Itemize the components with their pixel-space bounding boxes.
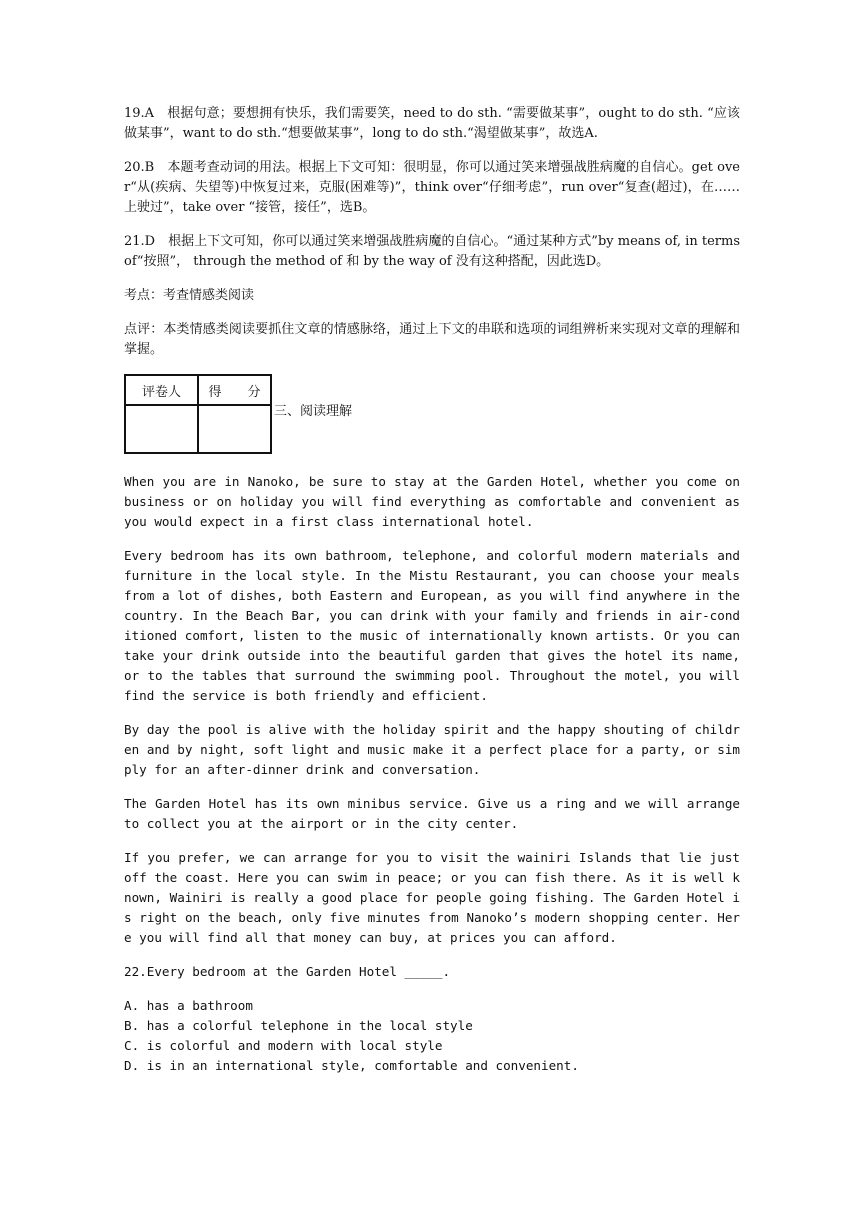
document-page <box>124 104 740 1076</box>
score-cell <box>198 405 271 453</box>
reviewer-header: 评卷人 <box>125 375 198 405</box>
passage-paragraph-2: Every bedroom has its own bathroom, telephone, and colorful modern materials and furniture in the local style. In the Mistu Restaurant, you can choose your meals from a lot of dishes, both Eastern and European, as you will find anywhere in the country. In the Beach Bar, you can drink with your family and friends in air-conditioned comfort, listen to the music of internationally known artists. Or you can take your drink outside into the beautiful garden that gives the hotel its name, or to the tables that surround the swimming pool. Throughout the motel, you will find the service is both friendly and efficient. <box>124 548 740 703</box>
passage-paragraph-1: When you are in Nanoko, be sure to stay at the Garden Hotel, whether you come on business or on holiday you will find everything as comfortable and convenient as you would expect in a first class international hotel. <box>124 474 740 529</box>
option-d: D. is in an international style, comfortable and convenient. <box>124 1058 579 1073</box>
score-header: 得 分 <box>198 375 271 405</box>
options-list <box>124 996 740 1076</box>
score-table <box>124 374 272 454</box>
kaodian: 考点：考查情感类阅读 <box>124 288 255 303</box>
answer-20: 20.B 本题考查动词的用法。根据上下文可知：很明显，你可以通过笑来增强战胜病魔的自信心。get over“从(疾病、失望等)中恢复过来，克服(困难等)”，think over“仔细考虑”，run over“复查(超过)，在……上驶过”，take over “接管，接任”，选B。 <box>124 160 740 215</box>
passage-paragraph-4: The Garden Hotel has its own minibus service. Give us a ring and we will arrange to collect you at the airport or in the city center. <box>124 796 740 831</box>
passage-paragraph-3: By day the pool is alive with the holiday spirit and the happy shouting of children and by night, soft light and music make it a perfect place for a party, or simply for an after-dinner drink and conversation. <box>124 722 740 777</box>
reviewer-cell <box>125 405 198 453</box>
score-box <box>124 374 740 454</box>
section-title: 三、阅读理解 <box>274 404 353 419</box>
dianping: 点评：本类情感类阅读要抓住文章的情感脉络，通过上下文的串联和选项的词组辨析来实现对文章的理解和掌握。 <box>124 322 740 357</box>
answer-21: 21.D 根据上下文可知，你可以通过笑来增强战胜病魔的自信心。“通过某种方式”by means of, in terms of“按照”， through the method of 和 by the way of 没有这种搭配，因此选D。 <box>124 234 740 269</box>
option-a: A. has a bathroom <box>124 998 253 1013</box>
passage-paragraph-5: If you prefer, we can arrange for you to visit the wainiri Islands that lie just off the coast. Here you can swim in peace; or you can fish there. As it is well known, Wainiri is really a good place for people going fishing. The Garden Hotel is right on the beach, only five minutes from Nanoko’s modern shopping center. Here you will find all that money can buy, at prices you can afford. <box>124 850 740 945</box>
question-22: 22.Every bedroom at the Garden Hotel _____. <box>124 964 451 979</box>
answer-19: 19.A 根据句意；要想拥有快乐，我们需要笑，need to do sth. “需要做某事”，ought to do sth. “应该做某事”，want to do sth.“想要做某事”，long to do sth.“渴望做某事”，故选A. <box>124 106 740 141</box>
option-b: B. has a colorful telephone in the local style <box>124 1018 473 1033</box>
option-c: C. is colorful and modern with local style <box>124 1038 443 1053</box>
